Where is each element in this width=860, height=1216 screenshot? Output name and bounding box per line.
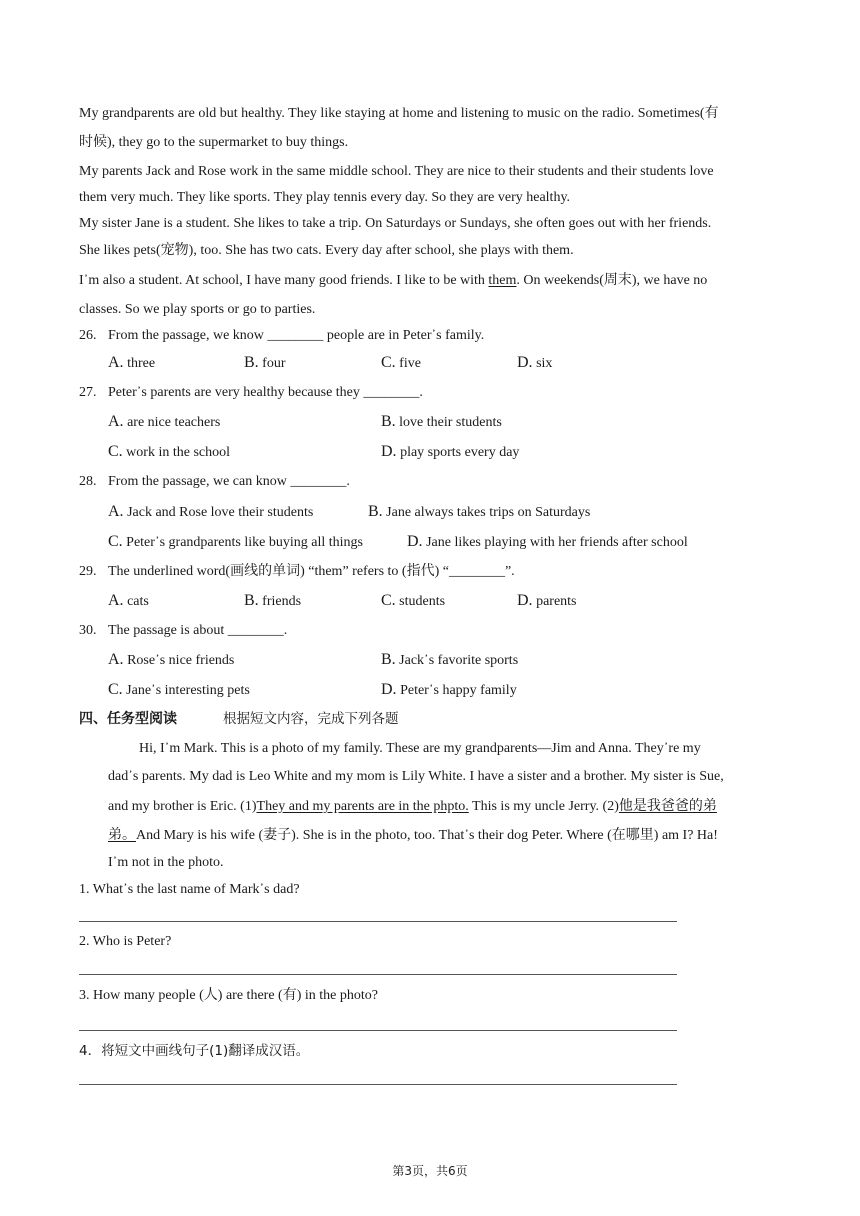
passage2-line4 (108, 825, 718, 846)
question-26-text: From the passage, we know ________ people are in Peter᾿s family. (108, 328, 485, 343)
question-27-option-c[interactable]: C. work in the school (108, 443, 230, 460)
question-26-option-d[interactable]: D. six (517, 354, 553, 371)
question-28-text: From the passage, we can know ________. (108, 474, 350, 489)
passage-p4-line2: classes. So we play sports or go to parties. (79, 302, 316, 317)
section-4-title: 四、任务型阅读 (79, 711, 177, 727)
passage2-line3-b: This is my uncle Jerry. (2) (468, 799, 619, 814)
question-27-option-d[interactable]: D. play sports every day (381, 443, 520, 460)
answer-line-4[interactable] (79, 1084, 677, 1085)
underlined-sentence-1: They and my parents are in the phpto. (256, 799, 469, 814)
question-28-option-b[interactable]: B. Jane always takes trips on Saturdays (368, 503, 591, 520)
question-30-option-a[interactable]: A. Rose᾿s nice friends (108, 651, 235, 668)
passage2-line1: Hi, I᾿m Mark. This is a photo of my family. These are my grandparents—Jim and Anna. They᾿re my (139, 741, 701, 756)
question-26-number: 26. (79, 328, 97, 343)
answer-line-3[interactable] (79, 1030, 677, 1031)
question-28-option-a[interactable]: A. Jack and Rose love their students (108, 503, 314, 520)
passage-p2-line2: them very much. They like sports. They play tennis every day. So they are very healthy. (79, 190, 571, 205)
question-29-option-c[interactable]: C. students (381, 592, 446, 609)
task-question-1: 1. What᾿s the last name of Mark᾿s dad? (79, 882, 300, 897)
question-26-option-a[interactable]: A. three (108, 354, 156, 371)
question-29-text: The underlined word(画线的单词) “them” refers to (指代) “________”. (108, 564, 515, 579)
underlined-sentence-2: 他是我爸爸的弟 (618, 798, 717, 814)
passage-p4-text-b: . On weekends(周末), we have no (516, 273, 708, 288)
question-29-number: 29. (79, 564, 97, 579)
passage2-line3-a: and my brother is Eric. (1) (108, 799, 257, 814)
task-question-3: 3. How many people (人) are there (有) in the photo? (79, 988, 378, 1003)
question-30-number: 30. (79, 623, 97, 638)
answer-line-2[interactable] (79, 974, 677, 975)
question-28-option-c[interactable]: C. Peter᾿s grandparents like buying all things (108, 533, 363, 550)
underlined-word-them: them (488, 273, 517, 288)
passage-p3-line1: My sister Jane is a student. She likes to take a trip. On Saturdays or Sundays, she often goes out with her friends. (79, 216, 712, 231)
passage-p1-line1: My grandparents are old but healthy. They like staying at home and listening to music on the radio. Sometimes(有 (79, 106, 719, 121)
underlined-sentence-2-end: 弟。 (108, 827, 136, 843)
passage-p4-line1 (79, 271, 707, 291)
question-29-option-a[interactable]: A. cats (108, 592, 149, 609)
answer-line-1[interactable] (79, 921, 677, 922)
question-28-option-d[interactable]: D. Jane likes playing with her friends after school (407, 533, 688, 550)
question-26-option-c[interactable]: C. five (381, 354, 421, 371)
page-footer: 第3页，共6页 (392, 1164, 468, 1178)
passage2-line4-b: And Mary is his wife (妻子). She is in the photo, too. That᾿s their dog Peter. Where (在哪里) am I? Ha! (136, 828, 718, 843)
passage-p4-text-a: I᾿m also a student. At school, I have many good friends. I like to be with (79, 273, 489, 288)
section-4-instruction: 根据短文内容，完成下列各题 (223, 711, 399, 727)
task-question-2: 2. Who is Peter? (79, 934, 172, 949)
question-27-text: Peter᾿s parents are very healthy because they ________. (108, 385, 423, 400)
question-27-number: 27. (79, 385, 97, 400)
passage2-line2: dad᾿s parents. My dad is Leo White and my mom is Lily White. I have a sister and a brother. My sister is Sue, (108, 769, 724, 784)
question-29-option-d[interactable]: D. parents (517, 592, 577, 609)
passage-p1-line2: 时候), they go to the supermarket to buy things. (79, 135, 349, 150)
question-27-option-b[interactable]: B. love their students (381, 413, 502, 430)
passage-p2-line1: My parents Jack and Rose work in the same middle school. They are nice to their students and their students love (79, 164, 714, 179)
question-26-option-b[interactable]: B. four (244, 354, 286, 371)
task-question-4: 4．将短文中画线句子(1)翻译成汉语。 (79, 1043, 310, 1059)
question-27-option-a[interactable]: A. are nice teachers (108, 413, 221, 430)
question-30-option-d[interactable]: D. Peter᾿s happy family (381, 681, 517, 698)
question-28-number: 28. (79, 474, 97, 489)
question-30-option-c[interactable]: C. Jane᾿s interesting pets (108, 681, 250, 698)
question-29-option-b[interactable]: B. friends (244, 592, 302, 609)
passage-p3-line2: She likes pets(宠物), too. She has two cats. Every day after school, she plays with them. (79, 243, 574, 258)
passage2-line3 (108, 796, 717, 817)
question-30-option-b[interactable]: B. Jack᾿s favorite sports (381, 651, 519, 668)
question-30-text: The passage is about ________. (108, 623, 288, 638)
passage2-line5: I᾿m not in the photo. (108, 855, 224, 870)
